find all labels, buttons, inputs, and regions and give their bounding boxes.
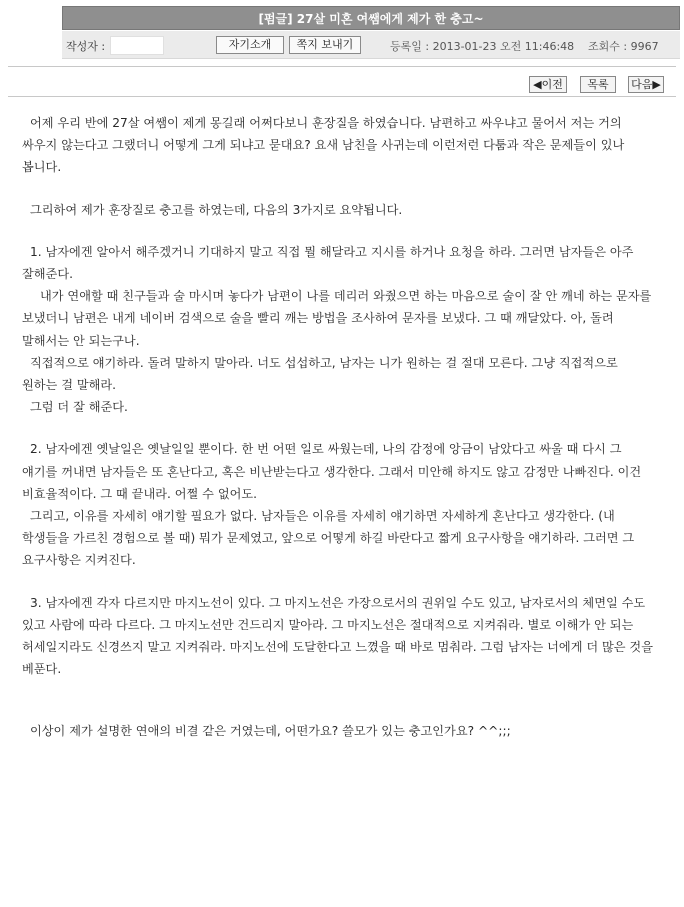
paragraph: 1. 남자에겐 알아서 해주겠거니 기대하지 말고 직접 뭘 해달라고 지시를 하거나 요청을 하라. 그러면 남자들은 아주 잘해준다. xyxy=(22,244,634,282)
author-label: 작성자 : xyxy=(66,40,106,53)
list-button[interactable]: 목록 xyxy=(580,76,616,93)
paragraph: 그리하여 제가 훈장질로 충고를 하였는데, 다음의 3가지로 요약됩니다. xyxy=(30,202,403,217)
profile-button[interactable]: 자기소개 xyxy=(216,36,284,54)
registration-date: 등록일 : 2013-01-23 오전 11:46:48 xyxy=(390,40,575,53)
paragraph: 2. 남자에겐 옛날일은 옛날일일 뿐이다. 한 번 어떤 일로 싸웠는데, 나의 감정에 앙금이 남았다고 싸울 때 다시 그 얘기를 꺼내면 남자들은 또 혼난다고, 혹은 비난받는다고 생각한다. 그래서 미안해 하지도 않고 감정만 나빠진다. 이건 비효율적이다. 그 때 끝내라. 어쩔 수 없어도. xyxy=(22,442,642,501)
paragraph: 그리고, 이유를 자세히 얘기할 필요가 없다. 남자들은 이유를 자세히 얘기하면 자세하게 혼난다고 생각한다. (내 학생들을 가르친 경험으로 볼 때) 뭐가 문제였고, 앞으로 어떻게 하길 바란다고 짧게 요구사항을 얘기하라. 그러면 그 요구사항은 지켜진다. xyxy=(22,509,635,568)
post-header xyxy=(0,0,684,64)
paragraph: 어제 우리 반에 27살 여쌤이 제게 몽길래 어쩌다보니 훈장질을 하였습니다. 남편하고 싸우냐고 물어서 저는 거의 싸우지 않는다고 그랬더니 어떻게 그게 되냐고 묻대요? 요새 남친을 사귀는데 이런저런 다툼과 작은 문제들이 있나 봅니다. xyxy=(22,116,625,175)
next-post-button[interactable]: 다음▶ xyxy=(628,76,664,93)
send-message-button[interactable]: 쪽지 보내기 xyxy=(289,36,361,54)
paragraph: 3. 남자에겐 각자 다르지만 마지노선이 있다. 그 마지노선은 가장으로서의 권위일 수도 있고, 남자로서의 체면일 수도 있고 사람에 따라 다르다. 그 마지노선만 건드리지 말아라. 그 마지노선은 절대적으로 지켜줘라. 별로 이해가 안 되는 허세일지라도 신경쓰지 말고 지켜줘라. 마지노선에 도달한다고 느꼈을 때 바로 멈춰라. 그럼 남자는 너에게 더 많은 것을 베푼다. xyxy=(22,595,653,677)
post-body xyxy=(22,112,656,743)
post-title: [펌글] 27살 미혼 여쌤에게 제가 한 충고~ xyxy=(62,6,680,30)
post-navigation xyxy=(8,66,676,94)
paragraph: 이상이 제가 설명한 연애의 비결 같은 거였는데, 어떤가요? 쓸모가 있는 충고인가요? ^^;;; xyxy=(30,724,511,739)
paragraph: 그럼 더 잘 해준다. xyxy=(30,400,128,415)
paragraph: 직접적으로 얘기하라. 돌려 말하지 말아라. 너도 섭섭하고, 남자는 니가 원하는 걸 절대 모른다. 그냥 직접적으로 원하는 걸 말해라. xyxy=(22,355,618,393)
view-count: 조회수 : 9967 xyxy=(588,40,659,53)
divider xyxy=(8,96,676,97)
post-meta-row xyxy=(62,31,680,59)
paragraph: 내가 연애할 때 친구들과 술 마시며 놓다가 남편이 나를 데리러 와줬으면 하는 마음으로 술이 잘 안 깨네 하는 문자를 보냈더니 남편은 내게 네이버 검색으로 술을 빨리 깨는 방법을 조사하여 문자를 보냈다. 그 때 깨달았다. 아, 돌려 말해서는 안 되는구나. xyxy=(22,289,652,348)
author-name[interactable] xyxy=(110,36,164,55)
prev-post-button[interactable]: ◀이전 xyxy=(529,76,567,93)
